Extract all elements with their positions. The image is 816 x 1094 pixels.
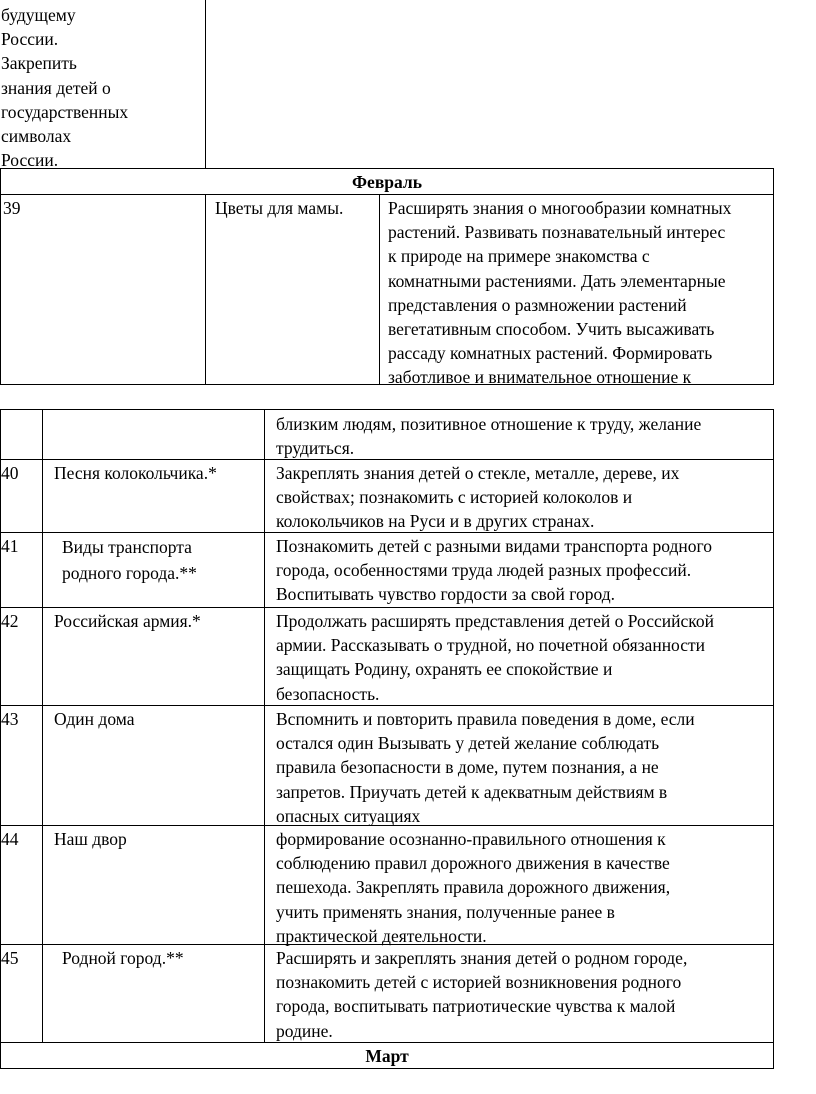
row-number: 39 [3,198,21,218]
month-heading-february: Февраль [352,172,422,192]
table-border [379,194,380,384]
row-content: Закреплять знания детей о стекле, металле, дереве, их свойствах; познакомить с историей колоколов и колокольчиков на Руси и в других странах. [276,463,680,532]
table-border [264,409,265,1042]
row-content: Расширять и закреплять знания детей о родном городе, познакомить детей с историей возникновения родного города, воспитывать патриотические чувства к малой родине. [276,948,688,1041]
row-number: 45 [1,948,19,968]
row-number: 42 [1,611,19,631]
row-number: 43 [1,709,19,729]
row-theme: Родной город.** [62,948,184,968]
row-number: 40 [1,463,19,483]
continued-goal-text: будущему России. Закрепить знания детей о государственных символах России. [1,5,129,171]
row-theme: Один дома [54,709,135,729]
table-border [773,409,774,1068]
row-content: формирование осознанно-правильного отношения к соблюдению правил дорожного движения в качестве пешехода. Закреплять правила дорожного движения, учить применять знания, полученные ранее в практической деятельности. [276,829,671,946]
table-border [0,1068,774,1069]
row-theme: Песня колокольчика.* [54,463,217,483]
row-number: 44 [1,829,19,849]
table-border [0,168,1,384]
continued-content-text: близким людям, позитивное отношение к труду, желание трудиться. [276,414,702,459]
row-content-extra: Воспитывать чувство гордости за свой город. [276,584,615,604]
row-content: Продолжать расширять представления детей о Российской армии. Рассказывать о трудной, но почетной обязанности защищать Родину, охранять ее спокойствие и безопасность. [276,611,714,704]
row-theme: Наш двор [54,829,127,849]
row-theme: Цветы для мамы. [215,198,344,218]
month-heading-march: Март [365,1046,409,1066]
row-content: Познакомить детей с разными видами транспорта родного города, особенностями труда людей разных профессий. [276,536,713,581]
row-theme: Российская армия.* [54,611,201,631]
row-content: Вспомнить и повторить правила поведения в доме, если остался один Вызывать у детей желание соблюдать правила безопасности в доме, путем познания, а не запретов. Приучать детей к адекватным действиям в опасных ситуациях [276,709,695,826]
table-border [0,194,774,195]
table-border [773,168,774,384]
table-border [205,194,206,384]
row-theme: Виды транспорта родного города.** [62,537,197,583]
table-border [0,607,774,608]
table-border [0,409,774,410]
row-number: 41 [1,536,19,556]
table-border [42,409,43,1042]
table-border [205,0,206,168]
row-content: Расширять знания о многообразии комнатных растений. Развивать познавательный интерес к природе на примере знакомства с комнатными растениями. Дать элементарные представления о размножении растений вегетативным способом. Учить высаживать рассаду комнатных растений. Формировать заботливое и внимательное отношение к [388,198,732,388]
